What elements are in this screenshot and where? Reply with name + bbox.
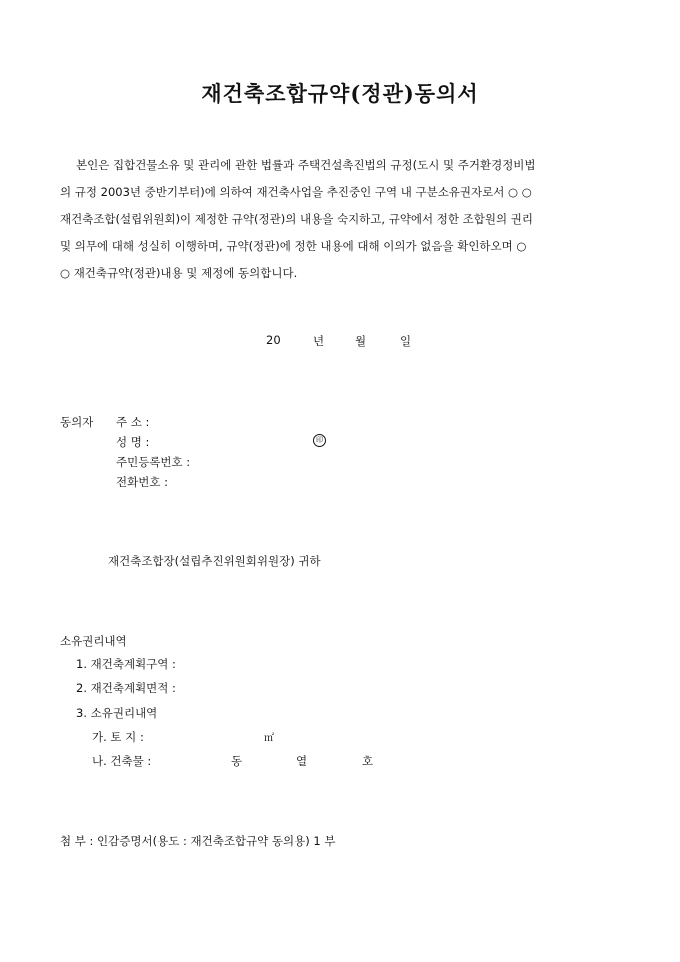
document-title: 재건축조합규약(정관)동의서	[201, 81, 479, 106]
body-line-4: 및 의무에 대해 성실히 이행하며, 규약(정관)에 정한 내용에 대해 이의가 없음을 확인하오며 ○	[60, 239, 527, 253]
ownership-item-2: 2. 재건축계획면적 :	[76, 681, 176, 695]
building-ho: 호	[362, 754, 374, 768]
phone-label: 전화번호 :	[116, 475, 168, 489]
address-label: 주 소 :	[116, 415, 150, 429]
ownership-item-1: 1. 재건축계획구역 :	[76, 657, 176, 671]
ownership-item-3: 3. 소유권리내역	[76, 706, 158, 720]
building-dong: 동	[231, 754, 243, 768]
date-day-unit: 일	[400, 334, 412, 348]
seal-mark: 印	[313, 434, 326, 447]
date-month-unit: 월	[355, 334, 367, 348]
body-line-3: 재건축조합(설립위원회)이 제정한 규약(정관)의 내용을 숙지하고, 규약에서 정한 조합원의 권리	[60, 212, 533, 226]
name-label: 성 명 :	[116, 435, 150, 449]
consenter-label: 동의자	[60, 415, 94, 429]
building-row: 열	[296, 754, 308, 768]
land-unit: ㎡	[264, 733, 274, 744]
body-line-2: 의 규정 2003년 중반기부터)에 의하여 재건축사업을 추진중인 구역 내 구분소유권자로서 ○ ○	[60, 185, 532, 199]
attachment-line: 첨 부 : 인감증명서(용도 : 재건축조합규약 동의용) 1 부	[60, 834, 336, 848]
date-year-unit: 년	[313, 334, 325, 348]
ownership-heading: 소유권리내역	[60, 634, 127, 648]
recipient-line: 재건축조합장(설립추진위원회위원장) 귀하	[108, 554, 321, 568]
resident-number-label: 주민등록번호 :	[116, 455, 191, 469]
building-label: 나. 건축물 :	[92, 754, 152, 768]
body-line-5: ○ 재건축규약(정관)내용 및 제정에 동의합니다.	[60, 266, 298, 280]
date-year: 20	[266, 333, 281, 347]
body-line-1: 본인은 집합건물소유 및 관리에 관한 법률과 주택건설촉진법의 규정(도시 및 주거환경정비법	[76, 158, 536, 172]
land-label: 가. 토 지 :	[92, 730, 144, 744]
